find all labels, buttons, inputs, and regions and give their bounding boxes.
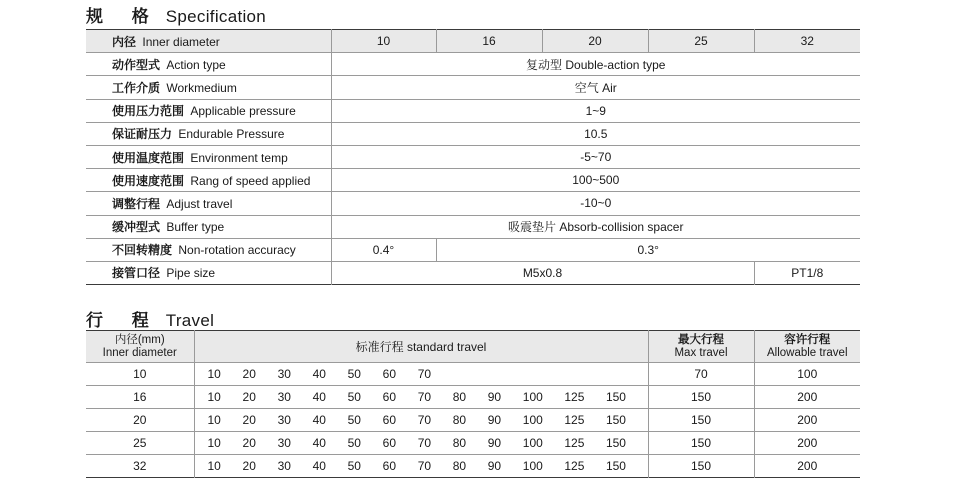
spec-row	[86, 145, 860, 168]
spec-row-value: 100~500	[331, 169, 860, 192]
stroke-value: 150	[605, 413, 626, 427]
travel-title-en: Travel	[165, 311, 215, 330]
stroke-value: 40	[312, 390, 326, 404]
stroke-value: 10	[207, 413, 221, 427]
stroke-value	[453, 367, 488, 381]
stroke-value: 150	[605, 436, 626, 450]
stroke-value: 70	[417, 436, 432, 450]
stroke-value: 80	[452, 459, 467, 473]
travel-table	[86, 330, 860, 478]
stroke-value: 90	[487, 436, 502, 450]
travel-row	[86, 432, 860, 455]
travel-title-cn: 行 程	[86, 311, 161, 330]
stroke-value: 40	[312, 436, 326, 450]
travel-bore: 10	[86, 363, 194, 386]
bore-cell: 25	[648, 30, 754, 53]
stroke-value: 150	[605, 390, 626, 404]
travel-max: 150	[648, 386, 754, 409]
pipe-size-value-10-25: M5x0.8	[331, 261, 754, 284]
travel-row	[86, 363, 860, 386]
stroke-value: 125	[564, 413, 585, 427]
travel-bore: 25	[86, 432, 194, 455]
spec-row-label: 不回转精度 Non-rotation accuracy	[86, 238, 331, 261]
travel-row	[86, 409, 860, 432]
stroke-value: 80	[452, 413, 467, 427]
spec-row-label: 调整行程 Adjust travel	[86, 192, 331, 215]
stroke-value	[488, 367, 523, 381]
stroke-value: 150	[605, 459, 626, 473]
travel-row	[86, 386, 860, 409]
stroke-value: 10	[207, 436, 221, 450]
travel-strokes	[194, 363, 648, 386]
spec-row	[86, 99, 860, 122]
travel-strokes	[194, 409, 648, 432]
stroke-value: 20	[242, 436, 256, 450]
stroke-value: 40	[312, 367, 326, 381]
specification-title	[86, 2, 266, 27]
stroke-value: 30	[277, 459, 291, 473]
nonrotation-value-16-32: 0.3°	[436, 238, 860, 261]
travel-max: 150	[648, 455, 754, 478]
stroke-value: 90	[487, 390, 502, 404]
stroke-value: 20	[242, 390, 256, 404]
stroke-value: 10	[207, 390, 221, 404]
travel-allow: 200	[754, 455, 860, 478]
travel-bore: 20	[86, 409, 194, 432]
spec-row-label: 使用温度范围 Environment temp	[86, 145, 331, 168]
stroke-value: 50	[347, 413, 361, 427]
spec-row-label: 接管口径 Pipe size	[112, 266, 216, 281]
stroke-value: 125	[564, 390, 585, 404]
spec-row-value: 复动型 Double-action type	[331, 53, 860, 76]
stroke-value	[606, 367, 648, 381]
travel-allow: 200	[754, 409, 860, 432]
stroke-value: 20	[242, 367, 256, 381]
stroke-value: 125	[564, 459, 585, 473]
stroke-value: 100	[522, 459, 543, 473]
spec-row-label: 使用压力范围 Applicable pressure	[86, 99, 331, 122]
spec-row-value: 10.5	[331, 122, 860, 145]
stroke-value: 30	[277, 367, 291, 381]
spec-row-pipe	[86, 261, 860, 284]
travel-header-row	[86, 331, 860, 363]
stroke-value: 40	[312, 459, 326, 473]
stroke-value: 10	[207, 367, 221, 381]
stroke-value: 60	[382, 367, 397, 381]
stroke-value: 30	[277, 436, 291, 450]
spec-row-label: 缓冲型式 Buffer type	[86, 215, 331, 238]
spec-row-label: 动作型式 Action type	[86, 53, 331, 76]
travel-max: 150	[648, 409, 754, 432]
spec-row	[86, 215, 860, 238]
stroke-value: 50	[347, 367, 361, 381]
spec-row-label: 保证耐压力 Endurable Pressure	[86, 122, 331, 145]
specification-table	[86, 29, 860, 285]
bore-cell: 32	[754, 30, 860, 53]
spec-row-label: 工作介质 Workmedium	[86, 76, 331, 99]
allowable-travel-header: 容许行程 Allowable travel	[754, 331, 860, 363]
stroke-value: 70	[417, 367, 432, 381]
stroke-value	[523, 367, 565, 381]
stroke-value: 50	[347, 436, 361, 450]
stroke-value: 20	[242, 459, 256, 473]
spec-row-value: 1~9	[331, 99, 860, 122]
stroke-value: 60	[382, 413, 397, 427]
travel-strokes	[194, 455, 648, 478]
bore-cell: 16	[436, 30, 542, 53]
pipe-size-value-32: PT1/8	[754, 261, 860, 284]
spec-row-nonrotation	[86, 238, 860, 261]
stroke-value: 60	[382, 436, 397, 450]
standard-travel-header: 标准行程 standard travel	[194, 331, 648, 363]
stroke-value: 60	[382, 459, 397, 473]
stroke-value: 40	[312, 413, 326, 427]
nonrotation-value-10: 0.4°	[331, 238, 436, 261]
bore-cell: 10	[331, 30, 436, 53]
spec-row-value: -5~70	[331, 145, 860, 168]
stroke-value: 90	[487, 459, 502, 473]
spec-row	[86, 76, 860, 99]
spec-row-label: 使用速度范围 Rang of speed applied	[86, 169, 331, 192]
travel-allow: 200	[754, 386, 860, 409]
spec-header-row	[86, 30, 860, 53]
travel-allow: 200	[754, 432, 860, 455]
stroke-value	[564, 367, 606, 381]
travel-title	[86, 306, 214, 331]
travel-strokes	[194, 386, 648, 409]
travel-bore: 16	[86, 386, 194, 409]
specification-title-cn: 规 格	[86, 7, 161, 26]
specification-title-en: Specification	[165, 7, 267, 26]
spec-row-value: 吸震垫片 Absorb-collision spacer	[331, 215, 860, 238]
travel-row	[86, 455, 860, 478]
spec-header-label: 内径 Inner diameter	[86, 30, 331, 53]
spec-row	[86, 122, 860, 145]
spec-row-value: -10~0	[331, 192, 860, 215]
spec-row	[86, 53, 860, 76]
travel-max: 70	[648, 363, 754, 386]
stroke-value: 80	[452, 390, 467, 404]
stroke-value: 30	[277, 390, 291, 404]
bore-cell: 20	[542, 30, 648, 53]
stroke-value: 125	[564, 436, 585, 450]
travel-bore: 32	[133, 459, 147, 473]
stroke-value: 100	[522, 413, 543, 427]
stroke-value: 10	[207, 459, 221, 473]
stroke-value: 100	[522, 436, 543, 450]
spec-row	[86, 169, 860, 192]
stroke-value: 70	[417, 459, 432, 473]
spec-row-value: 空气 Air	[331, 76, 860, 99]
stroke-value: 70	[417, 390, 432, 404]
spec-row	[86, 192, 860, 215]
travel-strokes	[194, 432, 648, 455]
travel-max: 150	[648, 432, 754, 455]
stroke-value: 90	[487, 413, 502, 427]
stroke-value: 60	[382, 390, 397, 404]
stroke-value: 50	[347, 459, 361, 473]
travel-allow: 100	[754, 363, 860, 386]
stroke-value: 100	[522, 390, 543, 404]
stroke-value: 50	[347, 390, 361, 404]
bore-header: 内径(mm) Inner diameter	[86, 331, 194, 363]
stroke-value: 30	[277, 413, 291, 427]
max-travel-header: 最大行程 Max travel	[648, 331, 754, 363]
stroke-value: 70	[417, 413, 432, 427]
stroke-value: 80	[452, 436, 467, 450]
stroke-value: 20	[242, 413, 256, 427]
